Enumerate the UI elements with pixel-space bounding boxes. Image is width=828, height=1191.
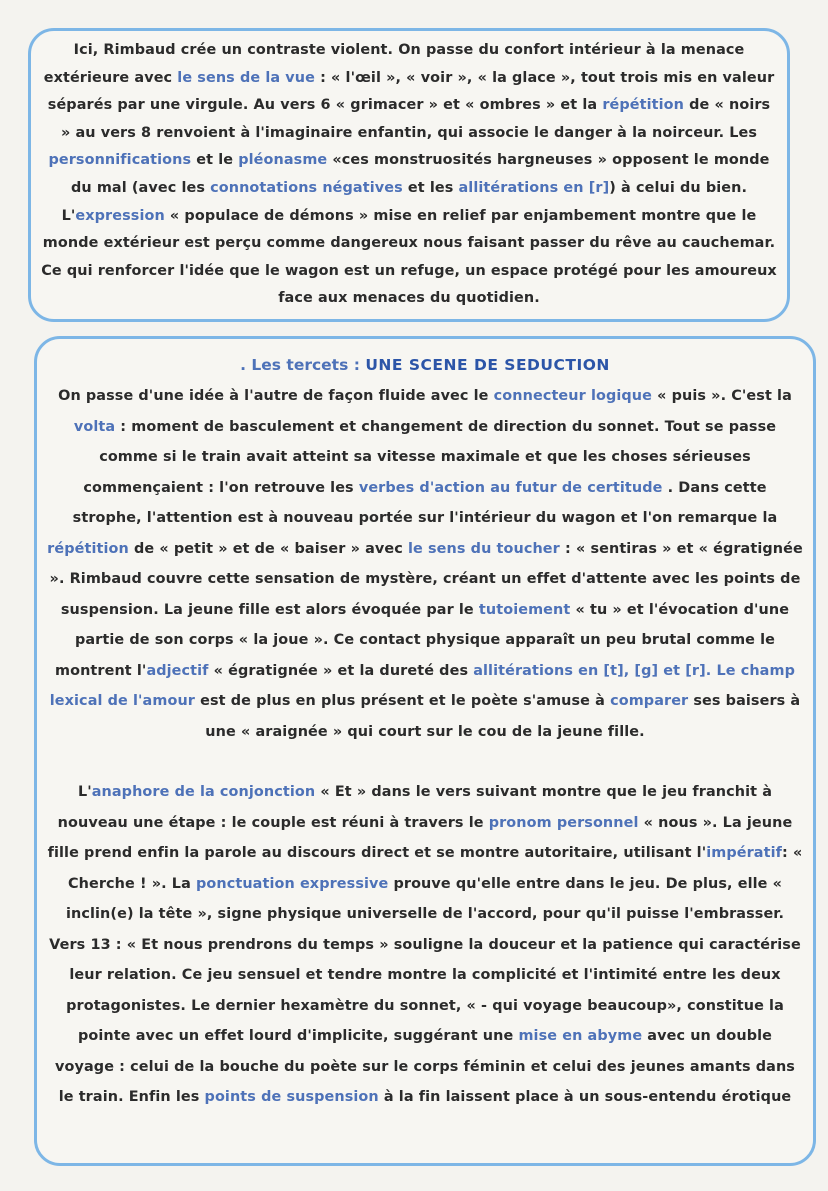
highlighted-term: ponctuation expressive [196, 875, 389, 892]
text-run: Ici, Rimbaud crée un contraste violent. On passe du confort intérieur à la menace extérieure avec [43, 42, 745, 86]
heading-title: UNE SCENE DE SEDUCTION [365, 356, 610, 374]
section-heading [47, 351, 803, 379]
highlighted-term: connecteur logique [493, 388, 653, 404]
heading-prefix: Les tercets : [251, 356, 360, 374]
highlighted-term: impératif [706, 845, 782, 861]
text-run: « tu » et l'évocation d'une partie de son corps « la joue ». Ce contact physique apparaît un peu brutal comme le montrent l' [55, 601, 790, 679]
text-run: de « petit » et de « baiser » avec [128, 540, 409, 557]
text-run: avec un double voyage : celui de la bouche du poète sur le corps féminin et celui des jeunes amants dans le train. Enfin les [55, 1028, 795, 1105]
highlighted-term: pléonasme [238, 152, 328, 169]
paragraph-gap [47, 747, 803, 777]
highlighted-term: personnifications [48, 152, 192, 169]
highlighted-term: tutoiement [478, 601, 571, 618]
highlighted-term: adjectif [146, 662, 209, 679]
paragraph [47, 381, 803, 747]
text-run: « populace de démons » mise en relief par enjambement montre que le monde extérieur est perçu comme dangereux nous faisant passer du rêve au cauchemar. Ce qui renforcer l'idée que le wagon est un refuge, un espace protégé pour les amoureux face aux menaces du quotidien. [41, 207, 777, 307]
highlighted-term: verbes d'action au futur de certitude [358, 479, 663, 496]
text-run: « Et » dans le vers suivant montre que le jeu franchit à nouveau une étape : le couple est réuni à travers le [57, 784, 773, 831]
text-run: : « Cherche ! ». La [67, 845, 803, 892]
highlighted-term: points de suspension [204, 1089, 379, 1105]
text-run: est de plus en plus présent et le poète s'amuse à [195, 693, 611, 709]
highlighted-term: allitérations en [r] [458, 179, 610, 196]
highlighted-term: mise en abyme [518, 1028, 643, 1044]
text-run: . Dans cette strophe, l'attention est à nouveau portée sur l'intérieur du wagon et l'on remarque la [72, 479, 778, 526]
text-run: L' [77, 784, 92, 800]
text-run: ) à celui du bien. L' [61, 179, 748, 224]
text-run: et le [191, 152, 239, 169]
text-run: prouve qu'elle entre dans le jeu. De plus, elle « inclin(e) la tête », signe physique universelle de l'accord, pour qu'il puisse l'embrasser. Vers 13 : « Et nous prendrons du temps » souligne la douceur et la patience qui caractérise leur relation. Ce jeu sensuel et tendre montre la complicité et l'intimité entre les deux protagonistes. Le dernier hexamètre du sonnet, « - qui voyage beaucoup», constitue la pointe avec un effet lourd d'implicite, suggérant une [49, 875, 801, 1044]
highlighted-term: comparer [610, 693, 689, 709]
text-run: : « sentiras » et « égratignée ». Rimbaud couvre cette sensation de mystère, créant un effet d'attente avec les points de suspension. La jeune fille est alors évoquée par le [49, 540, 803, 618]
highlighted-term: allitérations en [t], [g] et [r]. Le champ lexical de l'amour [49, 662, 795, 709]
highlighted-term: répétition [602, 97, 684, 114]
paragraph [41, 37, 777, 313]
highlighted-term: répétition [47, 540, 129, 557]
highlighted-term: le sens de la vue [177, 69, 315, 86]
heading-bullet: . [240, 356, 246, 374]
paragraph [47, 777, 803, 1113]
highlighted-term: le sens du toucher [408, 540, 560, 557]
text-run: ses baisers à une « araignée » qui court sur le cou de la jeune fille. [205, 693, 801, 740]
text-run: « égratignée » et la dureté des [208, 662, 474, 679]
highlighted-term: connotations négatives [210, 179, 403, 196]
analysis-box-quatrains [28, 28, 790, 322]
text-run: : moment de basculement et changement de direction du sonnet. Tout se passe comme si le train avait atteint sa vitesse maximale et que les choses sérieuses commençaient : l'on retrouve les [83, 418, 777, 496]
text-run: et les [402, 179, 459, 196]
text-run: « nous ». La jeune fille prend enfin la parole au discours direct et se montre autoritaire, utilisant l' [47, 814, 793, 861]
text-run: à la fin laissent place à un sous-entendu érotique [378, 1089, 792, 1105]
highlighted-term: volta [73, 418, 116, 435]
text-run: « puis ». C'est la [652, 388, 792, 404]
text-run: On passe d'une idée à l'autre de façon fluide avec le [58, 388, 494, 404]
analysis-box-tercets [34, 336, 816, 1166]
highlighted-term: anaphore de la conjonction [91, 784, 316, 800]
highlighted-term: pronom personnel [488, 814, 639, 831]
text-run: de « noirs » au vers 8 renvoient à l'imaginaire enfantin, qui associe le danger à la noirceur. Les [60, 97, 771, 141]
highlighted-term: expression [75, 207, 165, 224]
text-run: «ces monstruosités hargneuses » opposent le monde du mal (avec les [70, 152, 770, 196]
text-run: : « l'œil », « voir », « la glace », tout trois mis en valeur séparés par une virgule. Au vers 6 « grimacer » et « ombres » et la [47, 69, 775, 114]
